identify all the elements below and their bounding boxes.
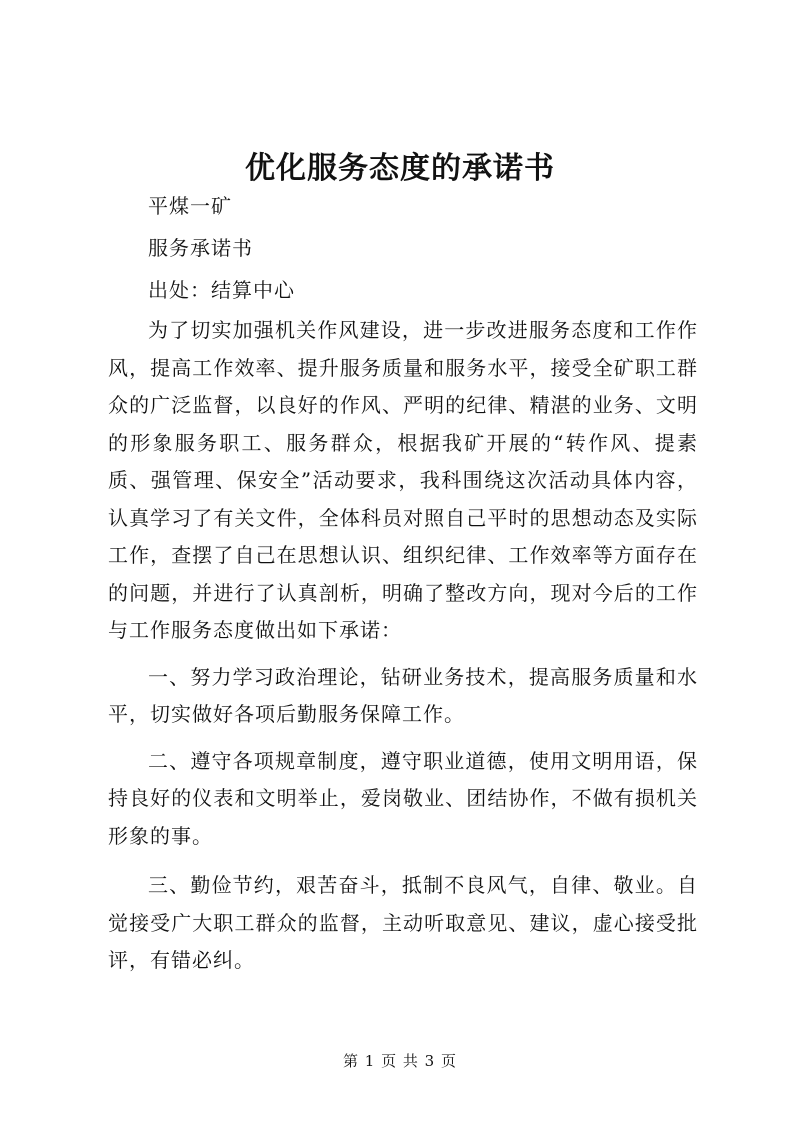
body-paragraph-pledge-1: 一、努力学习政治理论，钻研业务技术，提高服务质量和水平，切实做好各项后勤服务保障工作。 bbox=[108, 664, 698, 726]
body-paragraph-pledge-2: 二、遵守各项规章制度，遵守职业道德，使用文明用语，保持良好的仪表和文明举止，爱岗敬业、团结协作，不做有损机关形象的事。 bbox=[108, 748, 698, 848]
document-body bbox=[108, 186, 698, 980]
body-paragraph-intro: 为了切实加强机关作风建设，进一步改进服务态度和工作作风，提高工作效率、提升服务质量和服务水平，接受全矿职工群众的广泛监督，以良好的作风、严明的纪律、精湛的业务、文明的形象服务职工、服务群众，根据我矿开展的“转作风、提素质、强管理、保安全”活动要求，我科围绕这次活动具体内容，认真学习了有关文件，全体科员对照自己平时的思想动态及实际工作，查摆了自己在思想认识、组织纪律、工作效率等方面存在的问题，并进行了认真剖析，明确了整改方向，现对今后的工作与工作服务态度做出如下承诺： bbox=[108, 318, 698, 642]
header-line-subtitle: 服务承诺书 bbox=[148, 236, 253, 260]
header-line-org: 平煤一矿 bbox=[148, 194, 232, 218]
document-title: 优化服务态度的承诺书 bbox=[245, 151, 555, 186]
header-line-source: 出处：结算中心 bbox=[148, 278, 295, 302]
body-paragraph-pledge-3: 三、勤俭节约，艰苦奋斗，抵制不良风气，自律、敬业。自觉接受广大职工群众的监督，主动听取意见、建议，虚心接受批评，有错必纠。 bbox=[108, 873, 698, 972]
page-number-footer: 第 1 页 共 3 页 bbox=[343, 1052, 457, 1070]
